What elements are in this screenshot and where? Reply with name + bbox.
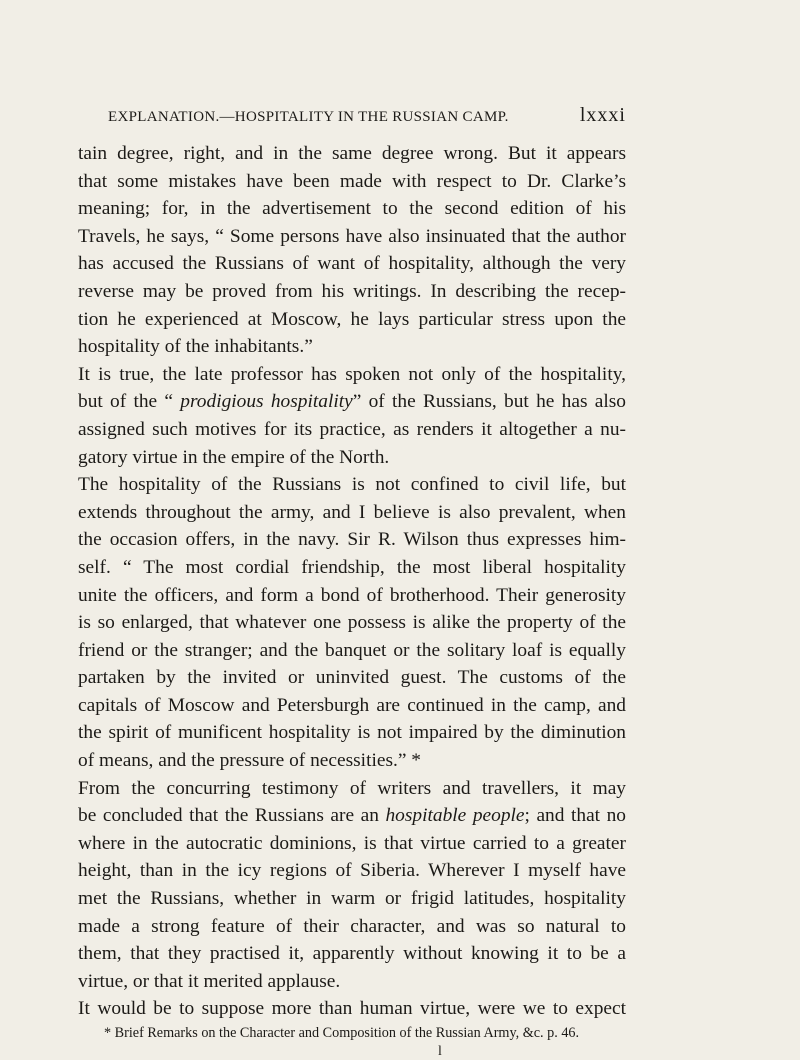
text-line: has accused the Russians of want of hospitality, although the very [78,253,626,275]
text-line: met the Russians, whether in warm or frigid latitudes, hospitality [78,888,626,910]
body-text [78,140,626,1023]
text-line: virtue, or that it merited applause. [78,970,341,992]
text-line: gatory virtue in the empire of the North. [78,446,390,468]
footnote: * Brief Remarks on the Character and Composition of the Russian Army, &c. p. 46. [104,1025,580,1041]
text-line: them, that they practised it, apparently without knowing it to be a [78,943,626,965]
text-line: height, than in the icy regions of Siberia. Wherever I myself have [78,860,626,882]
text-line: but of the “ prodigious hospitality” of the Russians, but he has also [78,391,626,413]
text-line: capitals of Moscow and Petersburgh are continued in the camp, and [78,694,626,716]
text-line: is so enlarged, that whatever one possess is alike the property of the [78,612,626,634]
signature-mark: l [438,1044,442,1059]
paragraph-first-line: It is true, the late professor has spoken not only of the hospitality, [78,363,626,385]
paragraph-first-line: The hospitality of the Russians is not confined to civil life, but [78,474,626,496]
paragraph-first-line: From the concurring testimony of writers and travellers, it may [78,777,626,799]
text-line: tion he experienced at Moscow, he lays particular stress upon the [78,308,626,330]
text-line: Travels, he says, “ Some persons have also insinuated that the author [78,225,626,247]
text-line: of means, and the pressure of necessities.” * [78,750,421,772]
text-line: reverse may be proved from his writings. In describing the recep- [78,280,626,302]
text-line: extends throughout the army, and I believe is also prevalent, when [78,501,626,523]
italic-phrase: hospitable people [385,805,525,827]
italic-phrase: prodigious hospitality [180,391,353,413]
text-line: meaning; for, in the advertisement to the second edition of his [78,198,626,220]
text-line: unite the officers, and form a bond of brotherhood. Their generosity [78,584,626,606]
text-line: self. “ The most cordial friendship, the most liberal hospitality [78,556,626,578]
paragraph-first-line: It would be to suppose more than human virtue, were we to expect [78,998,626,1020]
text-line: tain degree, right, and in the same degree wrong. But it appears [78,143,626,164]
text-line: where in the autocratic dominions, is that virtue carried to a greater [78,832,626,854]
text-line: the occasion offers, in the navy. Sir R. Wilson thus expresses him- [78,529,626,551]
running-title: EXPLANATION.—HOSPITALITY IN THE RUSSIAN CAMP. [108,109,509,125]
text-line: friend or the stranger; and the banquet or the solitary loaf is equally [78,639,626,661]
text-line: that some mistakes have been made with respect to Dr. Clarke’s [78,170,626,192]
page-number: lxxxi [579,104,626,126]
text-line: hospitality of the inhabitants.” [78,336,313,358]
text-line: assigned such motives for its practice, as renders it altogether a nu- [78,418,626,440]
text-line: partaken by the invited or uninvited guest. The customs of the [78,667,626,689]
running-head [108,104,626,127]
text-line: made a strong feature of their character, and was so natural to [78,915,626,937]
text-line: be concluded that the Russians are an hospitable people; and that no [78,805,626,827]
text-line: the spirit of munificent hospitality is not impaired by the diminution [78,722,626,744]
